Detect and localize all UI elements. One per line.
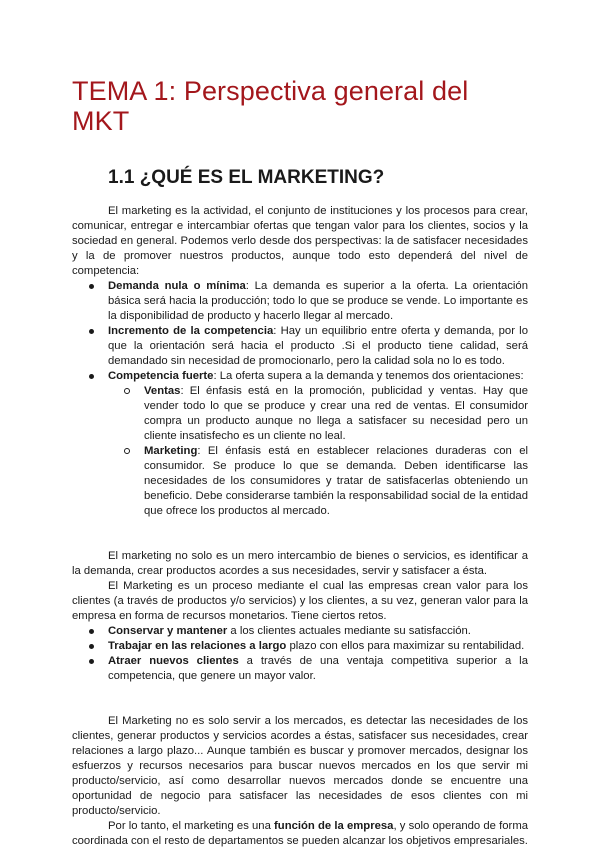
paragraph-5 — [72, 819, 528, 849]
perspectives-list — [72, 279, 528, 519]
sub-list-item — [108, 384, 528, 444]
list-item — [72, 624, 528, 639]
section-title: 1.1 ¿QUÉ ES EL MARKETING? — [108, 167, 385, 188]
list-item — [72, 654, 528, 684]
list-item-text: plazo con ellos para maximizar su rentabilidad. — [286, 640, 525, 652]
list-item-term: Demanda nula o mínima — [108, 280, 246, 292]
intro-paragraph: El marketing es la actividad, el conjunto de instituciones y los procesos para crear, comunicar, entregar e intercambiar ofertas que tengan valor para los clientes, socios y la sociedad en general. Podemos verlo desde dos perspectivas: la de satisfacer necesidades y la de promover nuestros productos, aunque todo esto dependerá del nivel de competencia: — [72, 205, 528, 277]
paragraph-4: El Marketing no es solo servir a los mercados, es detectar las necesidades de los clientes, generar productos y servicios acordes a éstas, satisfacer sus necesidades, crear relaciones a largo plazo... Aunque también es buscar y promover mercados, designar los esfuerzos y recursos necesarios para buscar nuevos mercados en los que servir mi producto/servicio, así como desarrollar nuevos mercados donde se encuentre una oportunidad de negocio para satisfacer las necesidades de esos clientes con mi producto/servicio. — [72, 715, 528, 817]
list-item-term: Atraer nuevos clientes — [108, 655, 239, 667]
paragraph-5-bold: función de la empresa — [274, 820, 394, 832]
sub-list-item-term: Ventas — [144, 385, 181, 397]
spacer — [72, 699, 528, 714]
challenges-list — [72, 624, 528, 684]
paragraph-3: El Marketing es un proceso mediante el cual las empresas crean valor para los clientes (a través de productos y/o servicios) y los clientes, a su vez, generan valor para la empresa en forma de recursos monetarios. Tiene ciertos retos. — [72, 580, 528, 622]
list-item-text: : Hay un equilibrio entre oferta y demanda, por lo que la orientación será hacia el producto .Si el producto tiene calidad, será demandado sin necesidad de promocionarlo, pero la calidad sola no lo es todo. — [108, 325, 528, 367]
list-item-term: Trabajar en las relaciones a largo — [108, 640, 287, 652]
sub-list-item-text: : El énfasis está en establecer relaciones duraderas con el consumidor. Se produce lo que se demanda. Deben identificarse las necesidades de los consumidores y tratar de satisfacerlas obteniendo un beneficio. Debe considerarse también la responsabilidad social de la entidad que ofrece los productos al mercado. — [144, 445, 528, 517]
list-item-term: Conservar y mantener — [108, 625, 228, 637]
list-item-text: : La demanda es superior a la oferta. La orientación básica será hacia la producción; todo lo que se produce se vende. Lo importante es la disponibilidad de producto y hacerlo llegar al mercado. — [108, 280, 528, 322]
list-item-text: : La oferta supera a la demanda y tenemos dos orientaciones: — [213, 370, 524, 382]
spacer — [72, 684, 528, 699]
sub-list-item-text: : El énfasis está en la promoción, publicidad y ventas. Hay que vender todo lo que se produce y crear una red de ventas. El consumidor compra un producto aunque no llega a satisfacer su necesidad pero un cliente insatisfecho es un cliente no leal. — [144, 385, 528, 442]
spacer — [72, 534, 528, 549]
list-item — [72, 324, 528, 369]
list-item-text: a los clientes actuales mediante su satisfacción. — [227, 625, 471, 637]
list-item — [72, 639, 528, 654]
spacer — [72, 519, 528, 534]
sub-list-item — [108, 444, 528, 519]
page-title: TEMA 1: Perspectiva general del MKT — [72, 76, 469, 136]
paragraph-2: El marketing no solo es un mero intercambio de bienes o servicios, es identificar a la demanda, crear productos acordes a sus necesidades, servir y satisfacer a ésta. — [72, 550, 528, 577]
list-item-term: Competencia fuerte — [108, 370, 214, 382]
list-item-text: a través de una ventaja competitiva superior a la competencia, que genere un mayor valor. — [108, 655, 528, 682]
list-item — [72, 369, 528, 519]
document-body — [72, 204, 528, 849]
list-item — [72, 279, 528, 324]
orientations-list — [108, 384, 528, 519]
paragraph-5-text-end: , y solo operando de forma coordinada con el resto de departamentos se pueden alcanzar los objetivos empresariales. — [72, 820, 529, 847]
sub-list-item-term: Marketing — [144, 445, 198, 457]
paragraph-5-text: Por lo tanto, el marketing es una — [108, 820, 275, 832]
list-item-term: Incremento de la competencia — [108, 325, 274, 337]
